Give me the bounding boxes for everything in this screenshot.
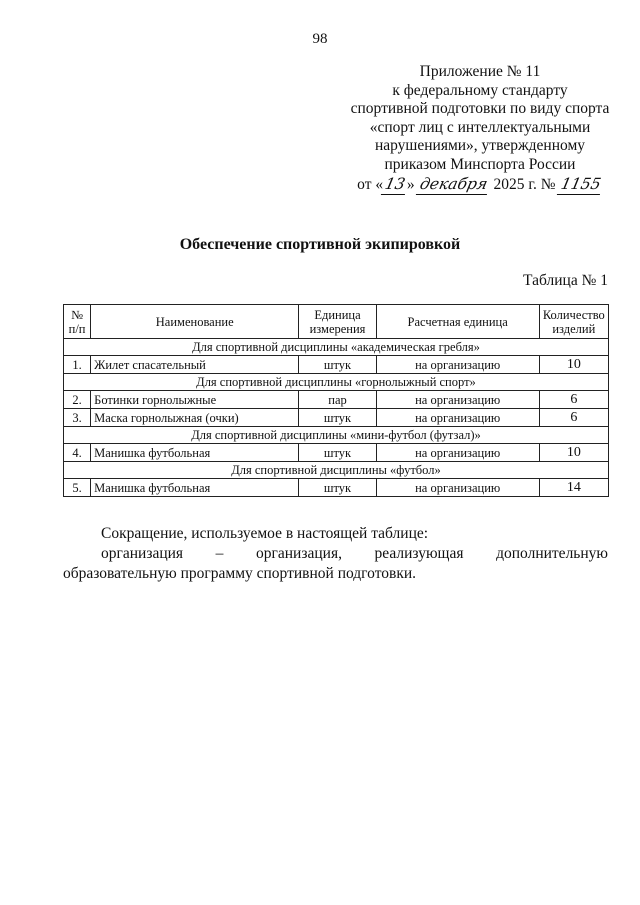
table-header-row (64, 305, 609, 339)
approval-block (330, 63, 630, 194)
footnote (63, 524, 608, 584)
table-row (64, 444, 609, 462)
header-unit: Единица измерения (299, 305, 376, 339)
date-mid: » (406, 175, 415, 193)
approval-line-5: нарушениями», утвержденному (374, 137, 586, 155)
section-title: Для спортивной дисциплины «футбол» (64, 462, 609, 479)
approval-line-4: «спорт лиц с интеллектуальными (369, 118, 591, 136)
table-caption: Таблица № 1 (523, 272, 608, 289)
row-calc: на организацию (376, 479, 539, 497)
equipment-table (63, 304, 609, 497)
date-prefix: от « (357, 175, 384, 193)
row-qty: 14 (539, 479, 608, 497)
row-calc: на организацию (376, 356, 539, 374)
row-qty: 10 (539, 444, 608, 462)
row-name: Манишка футбольная (91, 479, 299, 497)
header-calc: Расчетная единица (376, 305, 539, 339)
approval-date-line (330, 175, 630, 195)
footnote-definition: организация – организация, реализующая дополнительную образовательную программу спортивной подготовки. (63, 545, 608, 582)
row-calc: на организацию (376, 444, 539, 462)
row-num: 5. (64, 479, 91, 497)
section-title: Для спортивной дисциплины «мини-футбол (футзал)» (64, 427, 609, 444)
handwritten-month: декабря (416, 175, 491, 195)
approval-line-2: к федеральному стандарту (392, 81, 568, 99)
section-row (64, 462, 609, 479)
page-number: 98 (312, 31, 328, 47)
row-name: Жилет спасательный (91, 356, 299, 374)
section-title: Для спортивной дисциплины «горнолыжный спорт» (64, 374, 609, 391)
approval-line-3: спортивной подготовки по виду спорта (350, 100, 610, 118)
handwritten-order-number: 1155 (557, 175, 605, 195)
row-unit: штук (299, 444, 376, 462)
table-row (64, 409, 609, 427)
section-row (64, 339, 609, 356)
row-num: 3. (64, 409, 91, 427)
row-qty: 10 (539, 356, 608, 374)
row-calc: на организацию (376, 391, 539, 409)
row-name: Маска горнолыжная (очки) (91, 409, 299, 427)
table-row (64, 391, 609, 409)
row-num: 1. (64, 356, 91, 374)
row-qty: 6 (539, 391, 608, 409)
date-year: 2025 г. № (493, 175, 556, 193)
row-qty: 6 (539, 409, 608, 427)
footnote-intro: Сокращение, используемое в настоящей таблице: (101, 525, 429, 542)
row-calc: на организацию (376, 409, 539, 427)
row-unit: пар (299, 391, 376, 409)
row-unit: штук (299, 356, 376, 374)
row-unit: штук (299, 479, 376, 497)
row-unit: штук (299, 409, 376, 427)
section-row (64, 427, 609, 444)
section-row (64, 374, 609, 391)
table-row (64, 479, 609, 497)
approval-line-6: приказом Минспорта России (384, 155, 576, 173)
header-name: Наименование (91, 305, 299, 339)
row-name: Манишка футбольная (91, 444, 299, 462)
table-row (64, 356, 609, 374)
row-num: 4. (64, 444, 91, 462)
row-name: Ботинки горнолыжные (91, 391, 299, 409)
header-num: № п/п (64, 305, 91, 339)
header-qty: Количество изделий (539, 305, 608, 339)
handwritten-day: 13 (381, 175, 409, 195)
row-num: 2. (64, 391, 91, 409)
document-title: Обеспечение спортивной экипировкой (179, 236, 461, 253)
appendix-label: Приложение № 11 (419, 63, 541, 80)
section-title: Для спортивной дисциплины «академическая гребля» (64, 339, 609, 356)
